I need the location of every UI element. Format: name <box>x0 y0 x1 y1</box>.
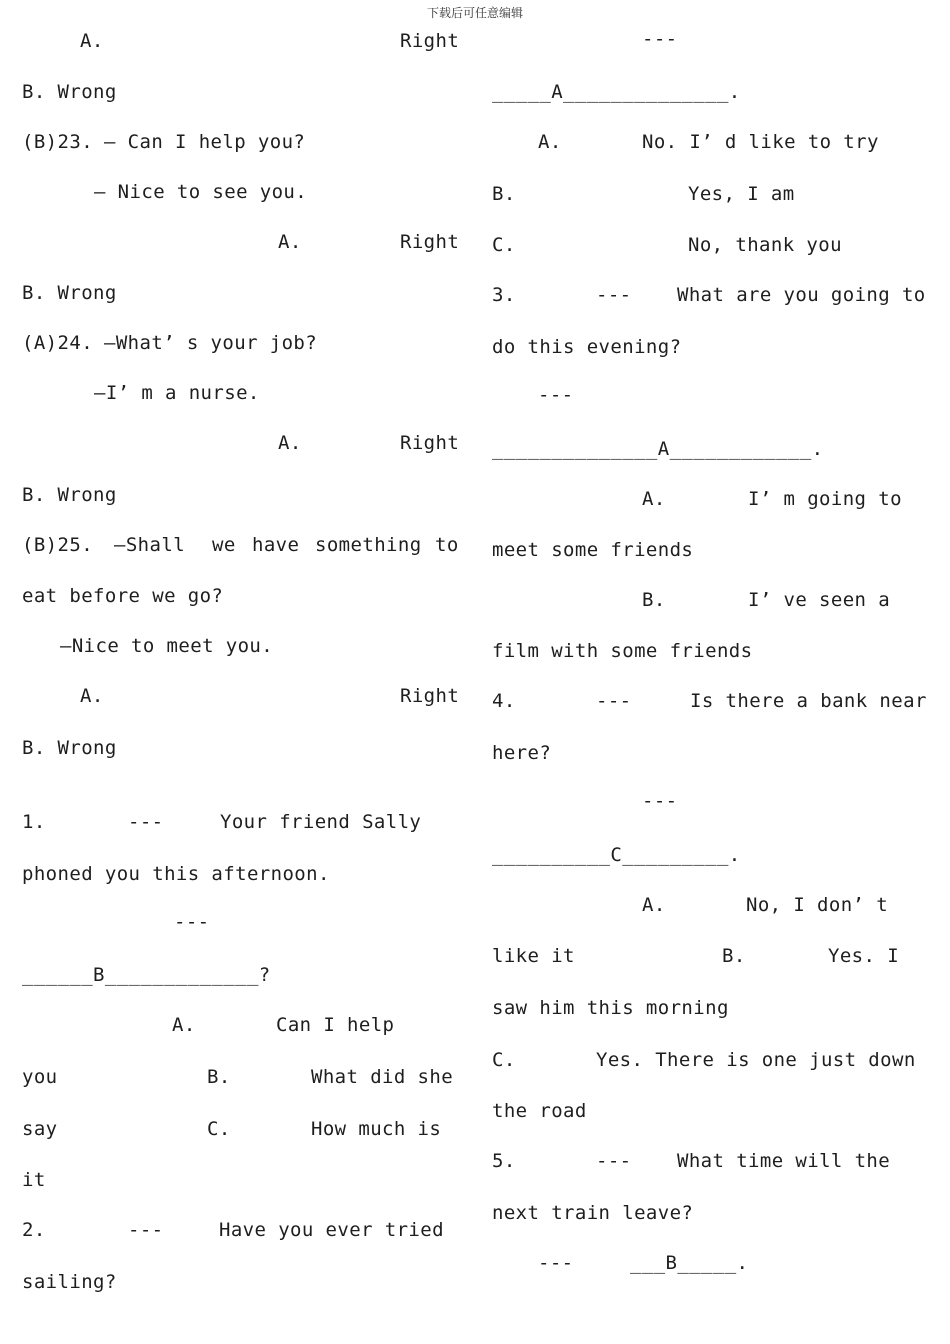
s3-option-a-label: A. <box>642 488 666 510</box>
q25-line1-word3: have <box>252 534 300 556</box>
s1-option-b-text: What did she <box>311 1066 454 1088</box>
s4-option-a-text: No, I don’ t <box>746 894 889 916</box>
s3-option-a-cont: meet some friends <box>492 539 694 561</box>
q23-option-a-text: Right <box>400 231 460 253</box>
s4-option-a-label: A. <box>642 894 666 916</box>
q25-option-a-text: Right <box>400 685 460 707</box>
s1-option-c-label: C. <box>207 1118 231 1140</box>
s2-option-a-text: No. I’ d like to try <box>642 131 879 153</box>
s2-dash: --- <box>128 1219 164 1241</box>
q23-option-b: B. Wrong <box>22 282 117 304</box>
s3-dash: --- <box>596 284 632 306</box>
s1-answer-blank: ______B_____________? <box>22 964 271 986</box>
q24-number: (A)24. <box>22 332 94 354</box>
q24-line2: —I’ m a nurse. <box>94 382 260 404</box>
s2-option-b-label: B. <box>492 183 516 205</box>
s1-prompt-line2: phoned you this afternoon. <box>22 863 330 885</box>
s2-prompt-line1: Have you ever tried <box>219 1219 444 1241</box>
s2-option-c-label: C. <box>492 234 516 256</box>
s2-option-c-text: No, thank you <box>688 234 842 256</box>
q25-line3: —Nice to meet you. <box>60 635 274 657</box>
s4-dash2: --- <box>642 790 678 812</box>
s1-option-c-text: How much is <box>311 1118 442 1140</box>
q25-option-b: B. Wrong <box>22 737 117 759</box>
s3-option-b-text: I’ ve seen a <box>748 589 891 611</box>
s5-prompt-line2: next train leave? <box>492 1202 694 1224</box>
s5-prompt-line1: What time will the <box>677 1150 891 1172</box>
s2-option-a-label: A. <box>538 131 562 153</box>
q23-number: (B)23. <box>22 131 94 153</box>
q25-line1-word1: —Shall <box>114 534 186 556</box>
s4-number: 4. <box>492 690 516 712</box>
s1-option-a-cont: you <box>22 1066 58 1088</box>
s3-answer-blank: ______________A____________. <box>492 438 824 460</box>
s3-number: 3. <box>492 284 516 306</box>
s4-option-b-text: Yes. I <box>828 945 900 967</box>
s4-option-c-text: Yes. There is one just down <box>596 1049 916 1071</box>
q25-option-a-label: A. <box>80 685 104 707</box>
q25-line2: eat before we go? <box>22 585 224 607</box>
s4-option-c-cont: the road <box>492 1100 587 1122</box>
s1-option-a-label: A. <box>172 1014 196 1036</box>
s5-answer-blank: ___B_____. <box>630 1252 749 1274</box>
s1-option-b-cont: say <box>22 1118 58 1140</box>
s1-option-a-text: Can I help <box>276 1014 395 1036</box>
s5-dash: --- <box>596 1150 632 1172</box>
q25-number: (B)25. <box>22 534 94 556</box>
s4-answer-blank: __________C_________. <box>492 844 741 866</box>
q22-option-a-label: A. <box>80 30 104 52</box>
q25-line1-word4: something <box>315 534 422 556</box>
s5-number: 5. <box>492 1150 516 1172</box>
s4-option-a-cont: like it <box>492 945 575 967</box>
q22-option-b: B. Wrong <box>22 81 117 103</box>
s1-option-c-cont: it <box>22 1169 46 1191</box>
s2-dash2: --- <box>642 28 678 50</box>
q23-line2: — Nice to see you. <box>94 181 308 203</box>
s1-number: 1. <box>22 811 46 833</box>
s1-option-b-label: B. <box>207 1066 231 1088</box>
s3-option-b-cont: film with some friends <box>492 640 753 662</box>
q24-line1: —What’ s your job? <box>104 332 318 354</box>
s4-prompt-line2: here? <box>492 742 552 764</box>
q25-line1-word2: we <box>212 534 236 556</box>
s5-dash2: --- <box>538 1252 574 1274</box>
s1-prompt-line1: Your friend Sally <box>220 811 422 833</box>
q25-line1-word5: to <box>435 534 459 556</box>
s2-answer-blank: _____A______________. <box>492 81 741 103</box>
q24-option-a-label: A. <box>278 432 302 454</box>
s1-dash2: --- <box>174 911 210 933</box>
s2-prompt-line2: sailing? <box>22 1271 117 1293</box>
s4-dash: --- <box>596 690 632 712</box>
q23-line1: — Can I help you? <box>104 131 306 153</box>
s1-dash: --- <box>128 811 164 833</box>
q24-option-a-text: Right <box>400 432 460 454</box>
s4-option-c-label: C. <box>492 1049 516 1071</box>
s2-option-b-text: Yes, I am <box>688 183 795 205</box>
s3-option-a-text: I’ m going to <box>748 488 902 510</box>
s4-prompt-line1: Is there a bank near <box>690 690 927 712</box>
s3-option-b-label: B. <box>642 589 666 611</box>
q24-option-b: B. Wrong <box>22 484 117 506</box>
s4-option-b-label: B. <box>722 945 746 967</box>
s3-prompt-line2: do this evening? <box>492 336 682 358</box>
page-header: 下载后可任意编辑 <box>426 6 523 20</box>
q22-option-a-text: Right <box>400 30 460 52</box>
s2-number: 2. <box>22 1219 46 1241</box>
s3-dash2: --- <box>538 384 574 406</box>
s4-option-b-cont: saw him this morning <box>492 997 729 1019</box>
q23-option-a-label: A. <box>278 231 302 253</box>
s3-prompt-line1: What are you going to <box>677 284 926 306</box>
